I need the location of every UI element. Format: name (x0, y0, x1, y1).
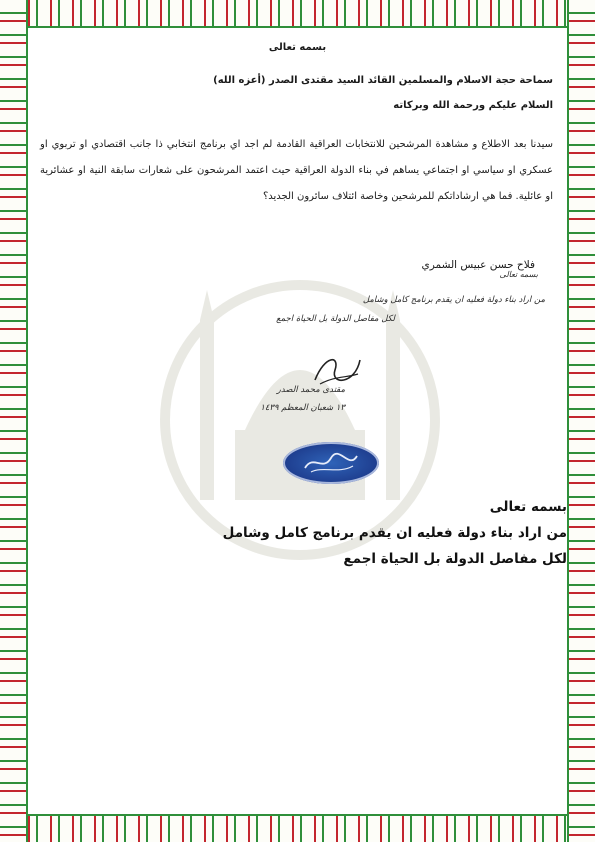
seal-calligraphy (283, 442, 379, 484)
letter-greeting: السلام عليكم ورحمة الله وبركاته (393, 100, 553, 111)
decorative-border-right (567, 0, 595, 842)
signature-scribble (310, 350, 365, 390)
handwritten-heading: بسمه تعالى (499, 270, 538, 279)
decorative-border-top (0, 0, 595, 28)
typed-reply-line-2: لكل مفاصل الدولة بل الحياة اجمع (343, 551, 567, 567)
typed-reply-line-1: من اراد بناء دولة فعليه ان يقدم برنامج كامل وشامل (222, 525, 567, 541)
typed-reply-heading: بسمه تعالى (489, 499, 567, 515)
handwritten-line-1: من اراد بناء دولة فعليه ان يقدم برنامج كامل وشامل (362, 295, 545, 305)
sender-name: فلاح حسن عبيس الشمري (421, 259, 535, 271)
letter-heading: بسمه تعالى (268, 42, 327, 53)
handwritten-date: ١٣ شعبان المعظم ١٤٣٩ (260, 403, 345, 413)
handwritten-line-2: لكل مفاصل الدولة بل الحياة اجمع (276, 314, 395, 324)
letter-addressee: سماحة حجة الاسلام والمسلمين القائد السيد مقتدى الصدر (أعزه الله) (213, 75, 553, 86)
decorative-border-bottom (0, 814, 595, 842)
letter-body: سيدنا بعد الاطلاع و مشاهدة المرشحين للانتخابات العراقية القادمة لم اجد اي برنامج انتخابي ذا جانب اقتصادي او تربوي او عسكري او سياسي او اجتماعي يساهم في بناء الدولة العراقية حيث اعتمد المرشحون على شعارات سابقة النية او عشائرية او عائلية. فما هي ارشاداتكم للمرشحين وخاصة ائتلاف سائرون الجديد؟ (40, 139, 553, 202)
decorative-border-left (0, 0, 28, 842)
handwritten-signature-name: مقتدى محمد الصدر (276, 385, 345, 395)
seal-stamp (283, 442, 379, 484)
